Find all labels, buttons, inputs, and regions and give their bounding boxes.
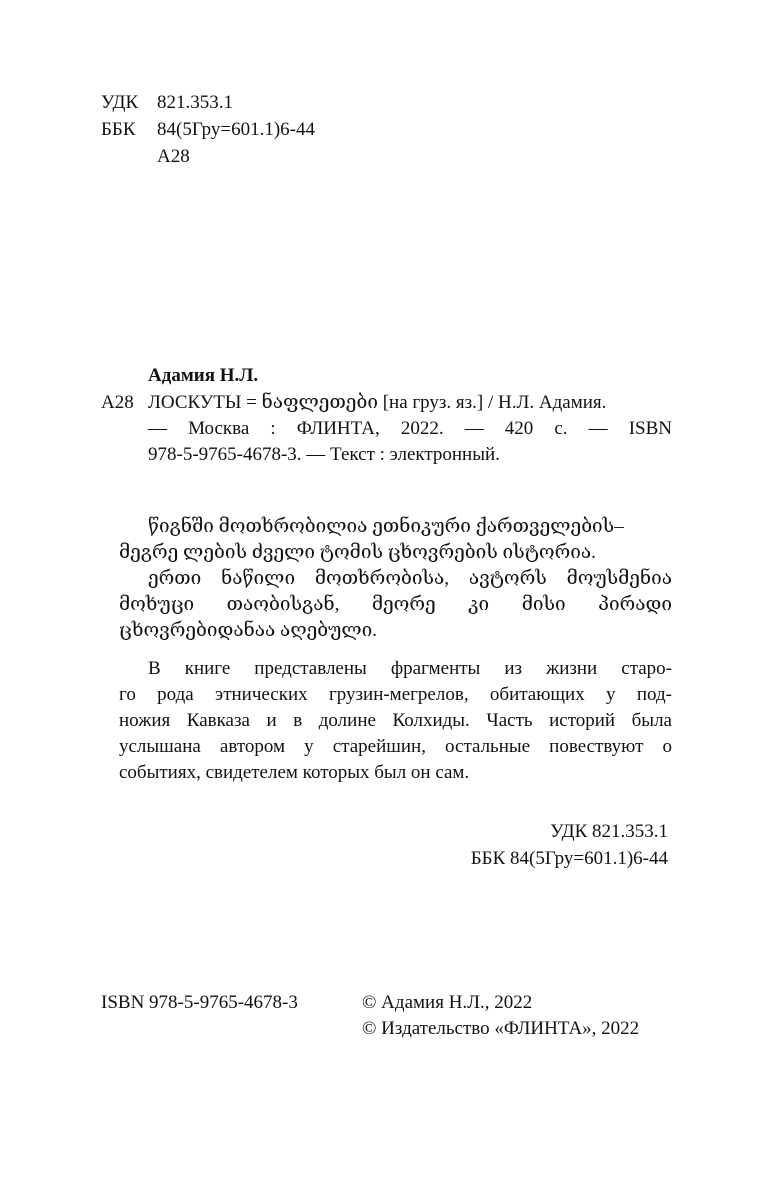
copyright-author: © Адамия Н.Л., 2022: [362, 992, 533, 1013]
bbk-value: 84(5Гру=601.1)6-44: [157, 119, 315, 140]
annotation-line: В книге представлены фрагменты из жизни старо-: [148, 658, 672, 679]
annotation-line: წიგნში მოთხრობილია ეთნიკური ქართველების–: [148, 516, 624, 537]
author-mark-top: А28: [157, 146, 190, 167]
annotation-line: го рода этнических грузин-мегрелов, обитающих у под-: [119, 684, 672, 705]
author-mark: А28: [101, 392, 134, 413]
annotation-line: ножия Кавказа и в долине Колхиды. Часть историй была: [119, 710, 672, 731]
record-line: — Москва : ФЛИНТА, 2022. — 420 с. — ISBN: [148, 418, 672, 439]
annotation-line: ერთი ნაწილი მოთხრობისა, ავტორს მოუსმენია: [148, 568, 672, 589]
record-description: [148, 390, 672, 468]
bbk-code: ББК 84(5Гру=601.1)6-44: [470, 848, 668, 869]
annotation-line: ცხოვრებიდანაა აღებული.: [119, 620, 378, 641]
udk-code: УДК 821.353.1: [550, 821, 668, 842]
annotation-line: მოხუცი თაობისგან, მეორე კი მისი პირადი: [119, 594, 672, 615]
author-heading: Адамия Н.Л.: [148, 365, 259, 386]
record-line: 978-5-9765-4678-3. — Текст : электронный.: [148, 444, 500, 465]
annotation-line: услышана автором у старейшин, остальные повествуют о: [119, 736, 672, 757]
annotation-georgian: [119, 514, 672, 644]
udk-label: УДК: [101, 92, 139, 113]
annotation-line: событиях, свидетелем которых был он сам.: [119, 762, 470, 783]
annotation-russian: [119, 656, 672, 786]
udk-value: 821.353.1: [157, 92, 233, 113]
record-line: ЛОСКУТЫ = ნაფლეთები [на груз. яз.] / Н.Л. Адамия.: [148, 392, 607, 413]
copyright-publisher: © Издательство «ФЛИНТА», 2022: [362, 1018, 640, 1039]
annotation-line: მეგრე ლების ძველი ტომის ცხოვრების ისტორია.: [119, 542, 596, 563]
bbk-label: ББК: [101, 119, 136, 140]
isbn: ISBN 978-5-9765-4678-3: [101, 992, 298, 1013]
